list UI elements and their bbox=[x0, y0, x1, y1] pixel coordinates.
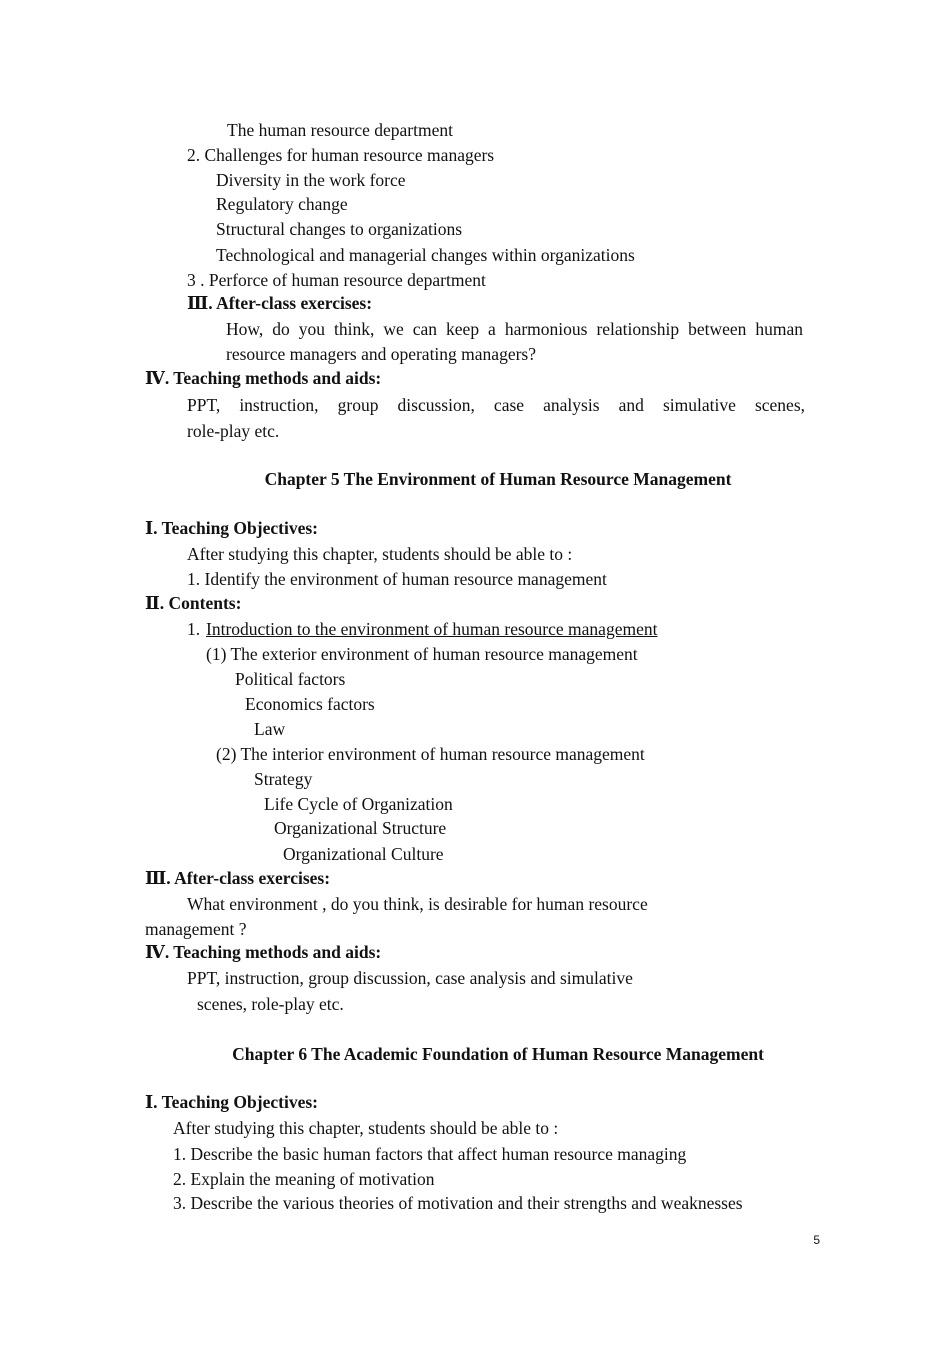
methods-text: PPT, instruction, group discussion, case analysis and simulative scenes, bbox=[187, 395, 805, 415]
methods-heading: Ⅳ. Teaching methods and aids: bbox=[145, 942, 382, 962]
interior-item: Life Cycle of Organization bbox=[264, 794, 453, 814]
exterior-item: Economics factors bbox=[245, 694, 375, 714]
methods-text: scenes, role-play etc. bbox=[197, 994, 344, 1014]
objectives-heading: Ⅰ. Teaching Objectives: bbox=[145, 518, 318, 538]
challenge-item: Structural changes to organizations bbox=[216, 219, 463, 239]
methods-text: PPT, instruction, group discussion, case analysis and simulative bbox=[187, 968, 633, 988]
methods-text: role-play etc. bbox=[187, 421, 280, 441]
exercises-heading: Ⅲ. After-class exercises: bbox=[187, 293, 373, 313]
exercises-heading: Ⅲ. After-class exercises: bbox=[145, 868, 331, 888]
chapter-title: Chapter 5 The Environment of Human Resource Management bbox=[264, 469, 732, 489]
chapter-title: Chapter 6 The Academic Foundation of Human Resource Management bbox=[232, 1044, 764, 1064]
objectives-intro: After studying this chapter, students should be able to : bbox=[173, 1118, 559, 1138]
interior-item: Organizational Structure bbox=[274, 818, 447, 838]
contents-item-title: Introduction to the environment of human resource management bbox=[206, 619, 658, 639]
interior-environment: (2) The interior environment of human resource management bbox=[216, 744, 645, 764]
challenge-item: Technological and managerial changes within organizations bbox=[216, 245, 635, 265]
objective-item: 1. Identify the environment of human resource management bbox=[187, 569, 607, 589]
exercises-text: resource managers and operating managers? bbox=[226, 344, 536, 364]
exercises-text: management ? bbox=[145, 919, 247, 939]
objectives-intro: After studying this chapter, students should be able to : bbox=[187, 544, 573, 564]
exterior-item: Law bbox=[254, 719, 286, 739]
methods-heading: Ⅳ. Teaching methods and aids: bbox=[145, 368, 382, 388]
contents-item-number: 1. bbox=[187, 619, 201, 639]
exercises-text: How, do you think, we can keep a harmonious relationship between human bbox=[226, 319, 803, 339]
objective-item: 1. Describe the basic human factors that affect human resource managing bbox=[173, 1144, 687, 1164]
challenge-item: Diversity in the work force bbox=[216, 170, 406, 190]
interior-item: Organizational Culture bbox=[283, 844, 444, 864]
objectives-heading: Ⅰ. Teaching Objectives: bbox=[145, 1092, 318, 1112]
page-number: 5 bbox=[813, 1233, 820, 1247]
exercises-text: What environment , do you think, is desirable for human resource bbox=[187, 894, 648, 914]
exterior-item: Political factors bbox=[235, 669, 346, 689]
objective-item: 3. Describe the various theories of motivation and their strengths and weaknesses bbox=[173, 1193, 743, 1213]
exterior-environment: (1) The exterior environment of human resource management bbox=[206, 644, 638, 664]
challenge-item: Regulatory change bbox=[216, 194, 348, 214]
objective-item: 2. Explain the meaning of motivation bbox=[173, 1169, 435, 1189]
contents-heading: Ⅱ. Contents: bbox=[145, 593, 242, 613]
interior-item: Strategy bbox=[254, 769, 313, 789]
hr-department-line: The human resource department bbox=[227, 120, 453, 140]
perforce-line: 3 . Perforce of human resource department bbox=[187, 270, 486, 290]
challenges-title: 2. Challenges for human resource managers bbox=[187, 145, 495, 165]
